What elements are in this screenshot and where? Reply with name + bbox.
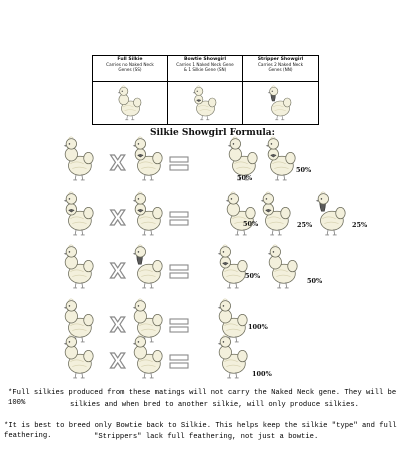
key-title: Bowtie Showgirl bbox=[183, 57, 227, 62]
times-sign: X bbox=[110, 259, 126, 283]
percentage-label: 50% bbox=[237, 174, 253, 182]
percentage-label: 50% bbox=[296, 166, 312, 174]
mating-row bbox=[64, 192, 368, 235]
bowtie-chicken-icon bbox=[261, 192, 290, 235]
footnote-2-line-1: *It is best to breed only Bowtie back to Silkie. This helps keep the silkie "type" and full feathering. bbox=[4, 422, 397, 440]
bowtie-chicken-icon bbox=[266, 137, 295, 180]
key-desc-1: Carries 1 Naked Neck Gene bbox=[176, 62, 234, 67]
percentage-label: 100% bbox=[248, 323, 268, 331]
mating-row bbox=[64, 335, 273, 378]
key-desc-2: Genes (SS) bbox=[118, 67, 142, 72]
equals-sign bbox=[170, 265, 188, 278]
equals-sign bbox=[170, 319, 188, 332]
percentage-label: 50% bbox=[307, 277, 323, 285]
equals-sign bbox=[170, 157, 188, 170]
times-sign: X bbox=[110, 206, 126, 230]
footnote-1-line-2: silkies and when bred to another silkie, will only produce silkies. bbox=[70, 401, 359, 409]
key-title: Stripper Showgirl bbox=[257, 57, 304, 62]
mating-row bbox=[64, 137, 312, 182]
formula-title: Silkie Showgirl Formula: bbox=[150, 128, 275, 138]
stripper-chicken-icon bbox=[316, 192, 345, 235]
full-chicken-icon bbox=[133, 299, 162, 342]
full-chicken-icon bbox=[64, 335, 93, 378]
footnote-1-line-1: *Full silkies produced from these matings will not carry the Naked Neck gene. They will be 100% bbox=[8, 389, 397, 407]
full-chicken-icon bbox=[133, 335, 162, 378]
times-sign: X bbox=[110, 313, 126, 337]
full-chicken-icon bbox=[64, 137, 93, 180]
full-chicken-icon bbox=[218, 299, 247, 342]
full-chicken-icon bbox=[218, 335, 247, 378]
key-title: Full Silkie bbox=[117, 57, 143, 62]
times-sign: X bbox=[110, 151, 126, 175]
percentage-label: 25% bbox=[352, 221, 368, 229]
full-chicken-icon bbox=[64, 299, 93, 342]
key-desc-1: Carries no Naked Neck bbox=[106, 62, 154, 67]
bowtie-chicken-icon bbox=[64, 192, 93, 235]
footnote-2-line-2: "Strippers" lack full feathering, not just a bowtie. bbox=[94, 433, 319, 441]
full-chicken-icon bbox=[64, 245, 93, 288]
stripper-chicken-icon bbox=[133, 245, 162, 288]
percentage-label: 50% bbox=[245, 272, 261, 280]
equals-sign bbox=[170, 212, 188, 225]
percentage-label: 25% bbox=[297, 221, 313, 229]
percentage-label: 50% bbox=[243, 220, 259, 228]
equals-sign bbox=[170, 355, 188, 368]
mating-row bbox=[64, 245, 323, 288]
full-chicken-icon bbox=[226, 192, 255, 235]
bowtie-chicken-icon bbox=[218, 245, 247, 288]
times-sign: X bbox=[110, 349, 126, 373]
mating-row bbox=[64, 299, 269, 342]
bowtie-chicken-icon bbox=[133, 192, 162, 235]
percentage-label: 100% bbox=[252, 370, 272, 378]
bowtie-chicken-icon bbox=[133, 137, 162, 180]
key-desc-1: Carries 2 Naked Neck bbox=[257, 62, 304, 67]
full-chicken-icon bbox=[268, 245, 297, 288]
key-desc-2: Genes (NN) bbox=[268, 67, 293, 72]
key-desc-2: & 1 Silkie Gene (SN) bbox=[183, 67, 227, 72]
